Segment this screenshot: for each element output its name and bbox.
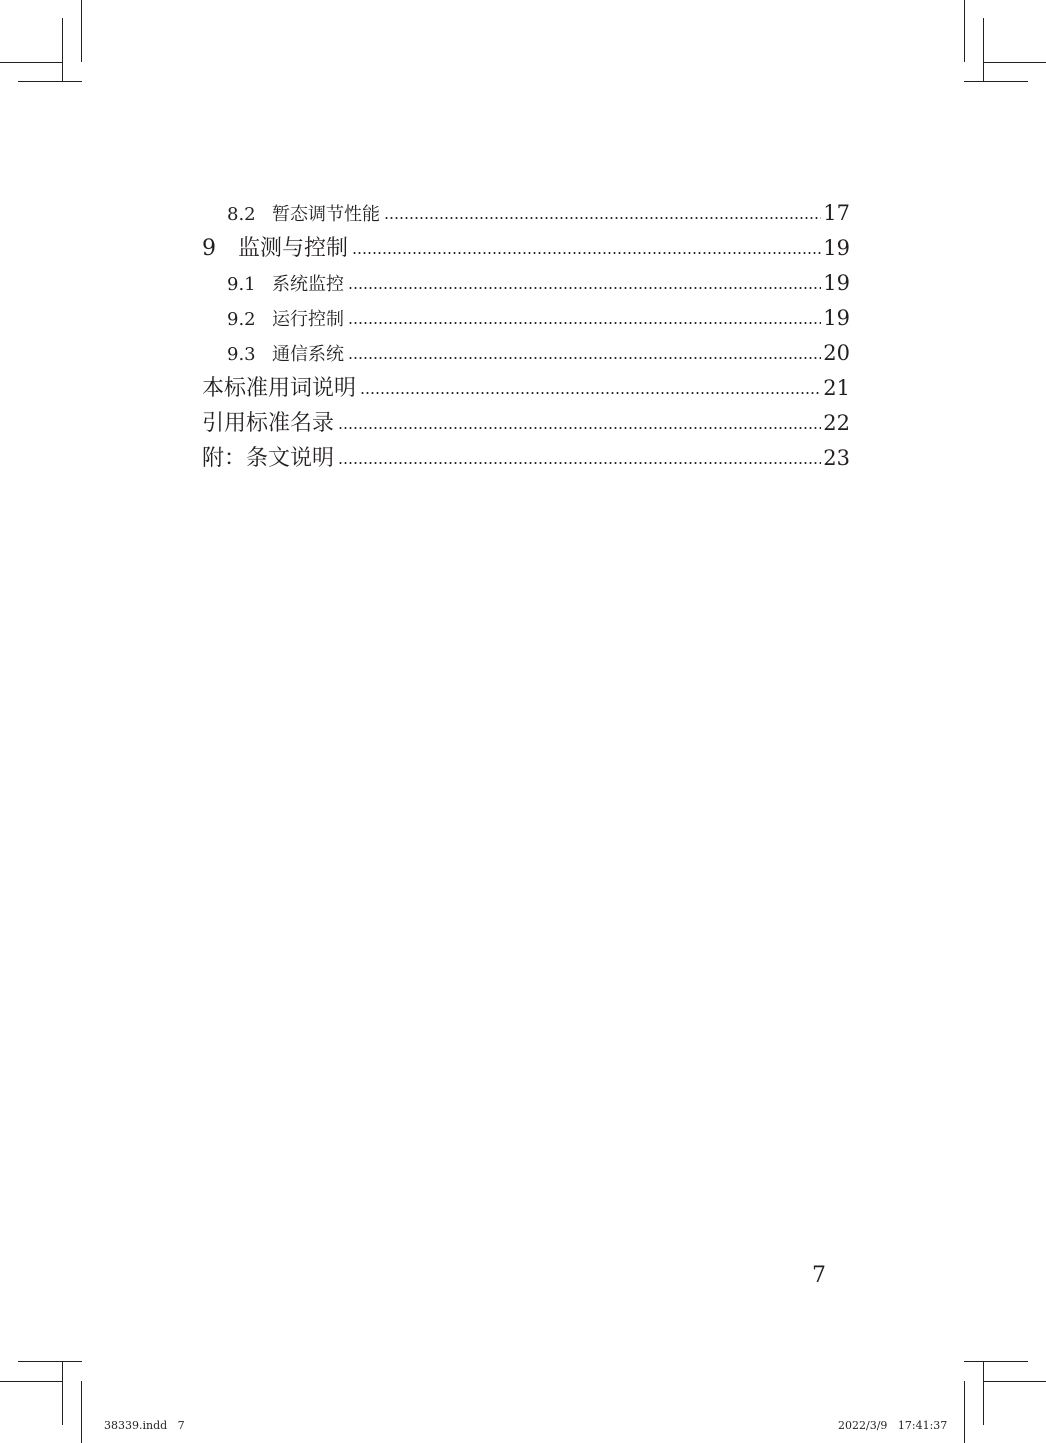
toc-entry-referenced-standards[interactable] xyxy=(202,406,850,441)
toc-entry-appendix-explanation[interactable] xyxy=(202,441,850,476)
crop-mark-bottom-left-horizontal-inner xyxy=(0,1381,62,1382)
crop-mark-bottom-right-vertical-inner xyxy=(964,1381,965,1443)
toc-entry-title: 本标准用词说明 xyxy=(202,376,357,401)
toc-entry-page: 17 xyxy=(823,201,850,225)
toc-entry-page: 21 xyxy=(823,376,850,400)
dot-leader xyxy=(360,392,821,394)
toc-entry-title: 监测与控制 xyxy=(238,236,349,261)
dot-leader xyxy=(348,357,821,359)
toc-entry-number: 8.2 xyxy=(227,204,256,225)
crop-mark-bottom-right-vertical xyxy=(983,1361,984,1425)
toc-entry-number: 9.1 xyxy=(227,274,256,295)
toc-entry-title: 通信系统 xyxy=(272,344,344,365)
crop-mark-top-right-horizontal xyxy=(984,62,1046,63)
crop-mark-top-left-horizontal xyxy=(0,62,62,63)
toc-entry-title: 系统监控 xyxy=(272,274,344,295)
toc-entry-page: 19 xyxy=(823,306,850,330)
slug-timestamp: 2022/3/9 17:41:37 xyxy=(838,1419,948,1432)
toc-entry-number: 9 xyxy=(202,236,216,261)
toc-entry-9-3[interactable] xyxy=(202,336,850,371)
toc-entry-page: 23 xyxy=(823,446,850,470)
toc-entry-9-2[interactable] xyxy=(202,301,850,336)
crop-mark-bottom-left-vertical-inner xyxy=(81,1381,82,1443)
toc-entry-number: 9.3 xyxy=(227,344,256,365)
toc-entry-title: 引用标准名录 xyxy=(202,411,335,436)
slug-filename: 38339.indd 7 xyxy=(104,1419,185,1432)
toc-entry-page: 19 xyxy=(823,236,850,260)
dot-leader xyxy=(348,287,821,289)
toc-entry-page: 19 xyxy=(823,271,850,295)
toc-entry-8-2[interactable] xyxy=(202,196,850,231)
crop-mark-top-left-horizontal-inner xyxy=(18,81,82,82)
page-number: 7 xyxy=(812,1263,826,1288)
dot-leader xyxy=(352,252,821,254)
dot-leader xyxy=(338,427,821,429)
dot-leader xyxy=(384,217,821,219)
toc-entry-title: 附：条文说明 xyxy=(202,446,335,471)
table-of-contents xyxy=(202,196,850,476)
toc-entry-page: 20 xyxy=(823,341,850,365)
toc-entry-title: 暂态调节性能 xyxy=(272,204,380,225)
toc-entry-page: 22 xyxy=(823,411,850,435)
dot-leader xyxy=(348,322,821,324)
toc-entry-9-1[interactable] xyxy=(202,266,850,301)
crop-mark-bottom-right-horizontal xyxy=(964,1361,1028,1362)
crop-mark-bottom-left-vertical xyxy=(62,1361,63,1425)
crop-mark-bottom-left-horizontal xyxy=(18,1361,82,1362)
crop-mark-bottom-right-horizontal-inner xyxy=(984,1381,1046,1382)
toc-entry-wording-explanation[interactable] xyxy=(202,371,850,406)
toc-entry-9[interactable] xyxy=(202,231,850,266)
crop-mark-top-right-vertical xyxy=(964,0,965,62)
crop-mark-top-left-vertical-inner xyxy=(62,18,63,82)
toc-entry-number: 9.2 xyxy=(227,309,256,330)
toc-entry-title: 运行控制 xyxy=(272,309,344,330)
crop-mark-top-right-horizontal-inner xyxy=(964,81,1028,82)
dot-leader xyxy=(338,462,821,464)
crop-mark-top-right-vertical-inner xyxy=(983,18,984,82)
crop-mark-top-left-vertical xyxy=(81,0,82,62)
